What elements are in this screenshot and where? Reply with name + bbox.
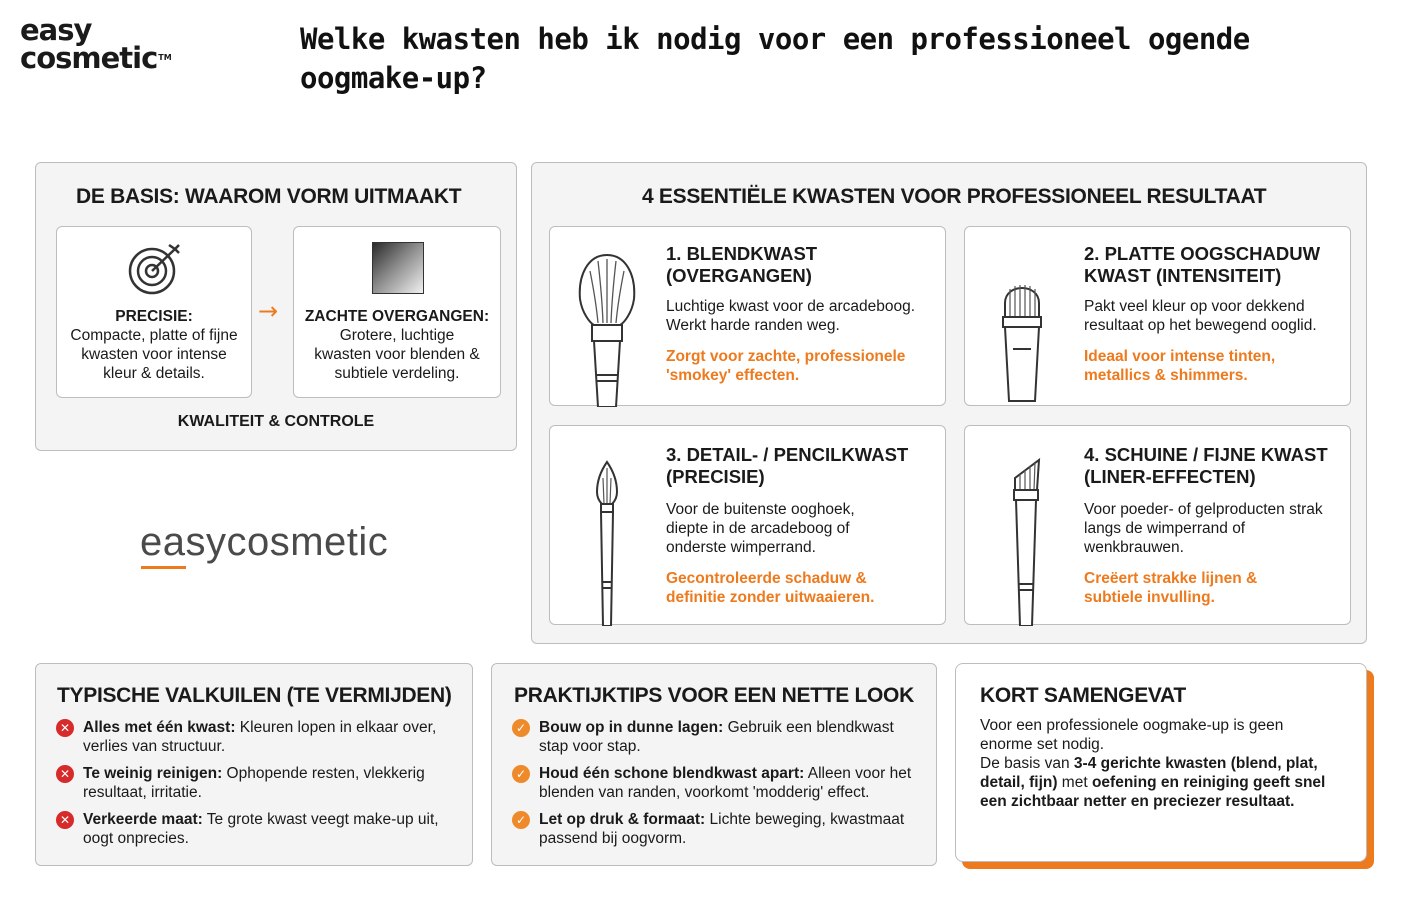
essentials-title: 4 ESSENTIËLE KWASTEN VOOR PROFESSIONEEL RESULTAAT (642, 185, 1267, 208)
pitfalls-title: TYPISCHE VALKUILEN (TE VERMIJDEN) (57, 684, 452, 707)
error-x-icon: ✕ (56, 811, 74, 829)
brush-2-title: 2. PLATTE OOGSCHADUW KWAST (INTENSITEIT) (1084, 243, 1321, 286)
gradient-swatch-icon (372, 242, 424, 294)
pitfalls-panel (35, 663, 473, 866)
check-icon: ✓ (512, 765, 530, 783)
list-item: ✕ Verkeerde maat: Te grote kwast veegt make-up uit, oogt onprecies. (56, 810, 460, 848)
list-item: ✓ Let op druk & formaat: Lichte beweging, kwastmaat passend bij oogvorm. (512, 810, 924, 848)
brush-1-title: 1. BLENDKWAST (OVERGANGEN) (666, 243, 818, 286)
check-icon: ✓ (512, 811, 530, 829)
brush-2-highlight: Ideaal voor intense tinten, metallics & shimmers. (1084, 348, 1276, 384)
precision-text: Compacte, platte of fijne kwasten voor intense kleur & details. (70, 327, 238, 382)
brand-underline (141, 566, 186, 569)
list-item: ✓ Bouw op in dunne lagen: Gebruik een blendkwast stap voor stap. (512, 718, 924, 756)
brush-card-1 (549, 226, 946, 406)
brush-3-highlight: Gecontroleerde schaduw & definitie zonder uitwaaieren. (666, 570, 875, 606)
precision-card (56, 226, 252, 398)
brush-4-highlight: Creëert strakke lijnen & subtiele invulling. (1084, 570, 1258, 606)
target-icon (127, 241, 183, 297)
brush-3-title: 3. DETAIL- / PENCILKWAST (PRECISIE) (666, 444, 909, 487)
page-title: Welke kwasten heb ik nodig voor een professioneel ogende oogmake-up? (300, 22, 1250, 95)
check-icon: ✓ (512, 719, 530, 737)
brush-card-2 (964, 226, 1351, 406)
soft-label: ZACHTE OVERGANGEN: (304, 308, 490, 325)
list-item: ✕ Alles met één kwast: Kleuren lopen in elkaar over, verlies van structuur. (56, 718, 460, 756)
blending-brush-icon (574, 251, 640, 407)
list-item: ✓ Houd één schone blendkwast apart: Alleen voor het blenden van randen, voorkomt 'modderig' effect. (512, 764, 924, 802)
brush-4-desc: Voor poeder- of gelproducten strak langs de wimperrand of wenkbrauwen. (1084, 501, 1323, 556)
basis-panel (35, 162, 517, 451)
summary-title: KORT SAMENGEVAT (980, 684, 1186, 707)
soft-text: Grotere, luchtige kwasten voor blenden & subtiele verdeling. (314, 327, 480, 382)
basis-title: DE BASIS: WAAROM VORM UITMAAKT (76, 185, 462, 208)
pencil-brush-icon (590, 460, 624, 626)
basis-footer: KWALITEIT & CONTROLE (177, 413, 375, 430)
arrow-icon: → (258, 297, 279, 325)
angled-brush-icon (1007, 456, 1045, 626)
tips-title: PRAKTIJKTIPS VOOR EEN NETTE LOOK (514, 684, 914, 707)
logo-line1: easy (20, 13, 92, 47)
brush-1-highlight: Zorgt voor zachte, professionele 'smokey' effecten. (666, 348, 906, 384)
brand-wordmark: easycosmetic (140, 520, 389, 564)
brush-2-desc: Pakt veel kleur op voor dekkend resultaat op het bewegend ooglid. (1084, 298, 1317, 334)
logo-tm: TM (158, 53, 172, 62)
list-item: ✕ Te weinig reinigen: Ophopende resten, vlekkerig resultaat, irritatie. (56, 764, 460, 802)
logo-line2: cosmetic (20, 41, 158, 75)
summary-text: Voor een professionele oogmake-up is geen enorme set nodig. De basis van 3-4 gerichte kwasten (blend, plat, detail, fijn) met oefening en reiniging geeft snel een zichtbaar netter en preciezer resultaat. (980, 717, 1326, 810)
flat-brush-icon (995, 279, 1049, 407)
brush-3-desc: Voor de buitenste ooghoek, diepte in de arcadeboog of onderste wimperrand. (666, 501, 855, 556)
error-x-icon: ✕ (56, 719, 74, 737)
brush-1-desc: Luchtige kwast voor de arcadeboog. Werkt harde randen weg. (666, 298, 916, 334)
brush-card-3 (549, 425, 946, 625)
brush-4-title: 4. SCHUINE / FIJNE KWAST (LINER-EFFECTEN) (1084, 444, 1328, 487)
essentials-panel (531, 162, 1367, 644)
precision-label: PRECISIE: (115, 308, 193, 325)
summary-panel (955, 663, 1367, 862)
brush-card-4 (964, 425, 1351, 625)
logo (20, 13, 172, 75)
tips-panel (491, 663, 937, 866)
error-x-icon: ✕ (56, 765, 74, 783)
soft-card (293, 226, 501, 398)
